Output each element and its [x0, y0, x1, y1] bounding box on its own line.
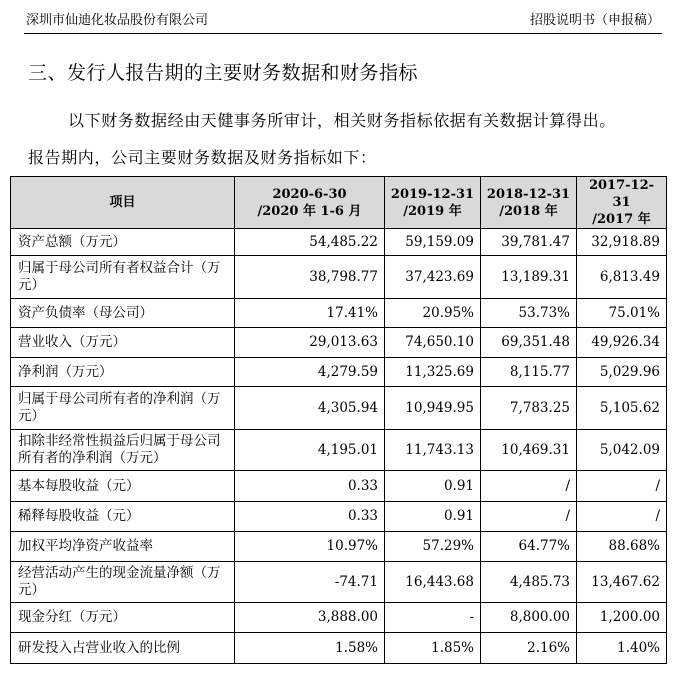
- section-title: 三、发行人报告期的主要财务数据和财务指标: [28, 62, 419, 84]
- cell-value: 1.85%: [385, 633, 481, 664]
- row-label: 基本每股收益（元）: [11, 471, 235, 502]
- cell-value: /: [577, 502, 667, 532]
- table-header-row: [11, 177, 667, 229]
- cell-value: 1.40%: [577, 633, 667, 664]
- cell-value: 1,200.00: [577, 603, 667, 633]
- row-label: 研发投入占营业收入的比例: [11, 633, 235, 664]
- cell-value: 57.29%: [385, 532, 481, 562]
- cell-value: 6,813.49: [577, 256, 667, 299]
- cell-value: 74,650.10: [385, 328, 481, 358]
- period-column-header: 2017-12-31 /2017 年: [577, 177, 667, 229]
- period-column-header: 2019-12-31 /2019 年: [385, 177, 481, 229]
- cell-value: 75.01%: [577, 299, 667, 328]
- table-row: [11, 532, 667, 562]
- cell-value: 11,325.69: [385, 358, 481, 387]
- item-column-header: 项目: [11, 177, 235, 229]
- cell-value: 0.33: [235, 502, 385, 532]
- cell-value: 8,800.00: [481, 603, 577, 633]
- cell-value: -: [385, 603, 481, 633]
- cell-value: 13,189.31: [481, 256, 577, 299]
- cell-value: 11,743.13: [385, 430, 481, 471]
- cell-value: 1.58%: [235, 633, 385, 664]
- table-row: [11, 562, 667, 603]
- cell-value: /: [577, 471, 667, 502]
- cell-value: 39,781.47: [481, 229, 577, 256]
- cell-value: 13,467.62: [577, 562, 667, 603]
- cell-value: 2.16%: [481, 633, 577, 664]
- table-row: [11, 633, 667, 664]
- cell-value: 3,888.00: [235, 603, 385, 633]
- cell-value: 4,279.59: [235, 358, 385, 387]
- cell-value: 8,115.77: [481, 358, 577, 387]
- table-row: [11, 502, 667, 532]
- cell-value: 4,305.94: [235, 387, 385, 430]
- row-label: 经营活动产生的现金流量净额（万元）: [11, 562, 235, 603]
- cell-value: -74.71: [235, 562, 385, 603]
- row-label: 资产负债率（母公司）: [11, 299, 235, 328]
- intro-paragraph-line-2: 报告期内，公司主要财务数据及财务指标如下：: [28, 148, 377, 167]
- row-label: 稀释每股收益（元）: [11, 502, 235, 532]
- cell-value: 32,918.89: [577, 229, 667, 256]
- cell-value: 10.97%: [235, 532, 385, 562]
- cell-value: 54,485.22: [235, 229, 385, 256]
- cell-value: 53.73%: [481, 299, 577, 328]
- cell-value: 5,042.09: [577, 430, 667, 471]
- intro-paragraph-line-1: 以下财务数据经由天健事务所审计，相关财务指标依据有关数据计算得出。: [68, 111, 616, 130]
- financial-indicators-table: [10, 176, 667, 664]
- period-column-header: 2020-6-30 /2020 年 1-6 月: [235, 177, 385, 229]
- cell-value: 16,443.68: [385, 562, 481, 603]
- cell-value: 49,926.34: [577, 328, 667, 358]
- row-label: 营业收入（万元）: [11, 328, 235, 358]
- cell-value: 0.33: [235, 471, 385, 502]
- row-label: 归属于母公司所有者权益合计（万元）: [11, 256, 235, 299]
- row-label: 归属于母公司所有者的净利润（万元）: [11, 387, 235, 430]
- table-row: [11, 471, 667, 502]
- row-label: 扣除非经常性损益后归属于母公司所有者的净利润（万元）: [11, 430, 235, 471]
- cell-value: 88.68%: [577, 532, 667, 562]
- cell-value: 0.91: [385, 471, 481, 502]
- cell-value: 7,783.25: [481, 387, 577, 430]
- cell-value: 69,351.48: [481, 328, 577, 358]
- cell-value: 5,029.96: [577, 358, 667, 387]
- table-row: [11, 430, 667, 471]
- cell-value: 37,423.69: [385, 256, 481, 299]
- cell-value: 4,485.73: [481, 562, 577, 603]
- cell-value: 38,798.77: [235, 256, 385, 299]
- header-divider: [24, 33, 662, 34]
- period-column-header: 2018-12-31 /2018 年: [481, 177, 577, 229]
- cell-value: 5,105.62: [577, 387, 667, 430]
- cell-value: 29,013.63: [235, 328, 385, 358]
- table-row: [11, 358, 667, 387]
- cell-value: 17.41%: [235, 299, 385, 328]
- cell-value: 59,159.09: [385, 229, 481, 256]
- cell-value: 10,469.31: [481, 430, 577, 471]
- cell-value: 10,949.95: [385, 387, 481, 430]
- row-label: 现金分红（万元）: [11, 603, 235, 633]
- cell-value: /: [481, 502, 577, 532]
- row-label: 加权平均净资产收益率: [11, 532, 235, 562]
- cell-value: 20.95%: [385, 299, 481, 328]
- row-label: 资产总额（万元）: [11, 229, 235, 256]
- cell-value: 4,195.01: [235, 430, 385, 471]
- table-row: [11, 387, 667, 430]
- header-company-name: 深圳市仙迪化妆品股份有限公司: [26, 13, 209, 28]
- table-row: [11, 256, 667, 299]
- header-document-type: 招股说明书（申报稿）: [529, 13, 660, 28]
- table-row: [11, 299, 667, 328]
- table-row: [11, 328, 667, 358]
- cell-value: /: [481, 471, 577, 502]
- table-row: [11, 229, 667, 256]
- cell-value: 0.91: [385, 502, 481, 532]
- table-row: [11, 603, 667, 633]
- row-label: 净利润（万元）: [11, 358, 235, 387]
- cell-value: 64.77%: [481, 532, 577, 562]
